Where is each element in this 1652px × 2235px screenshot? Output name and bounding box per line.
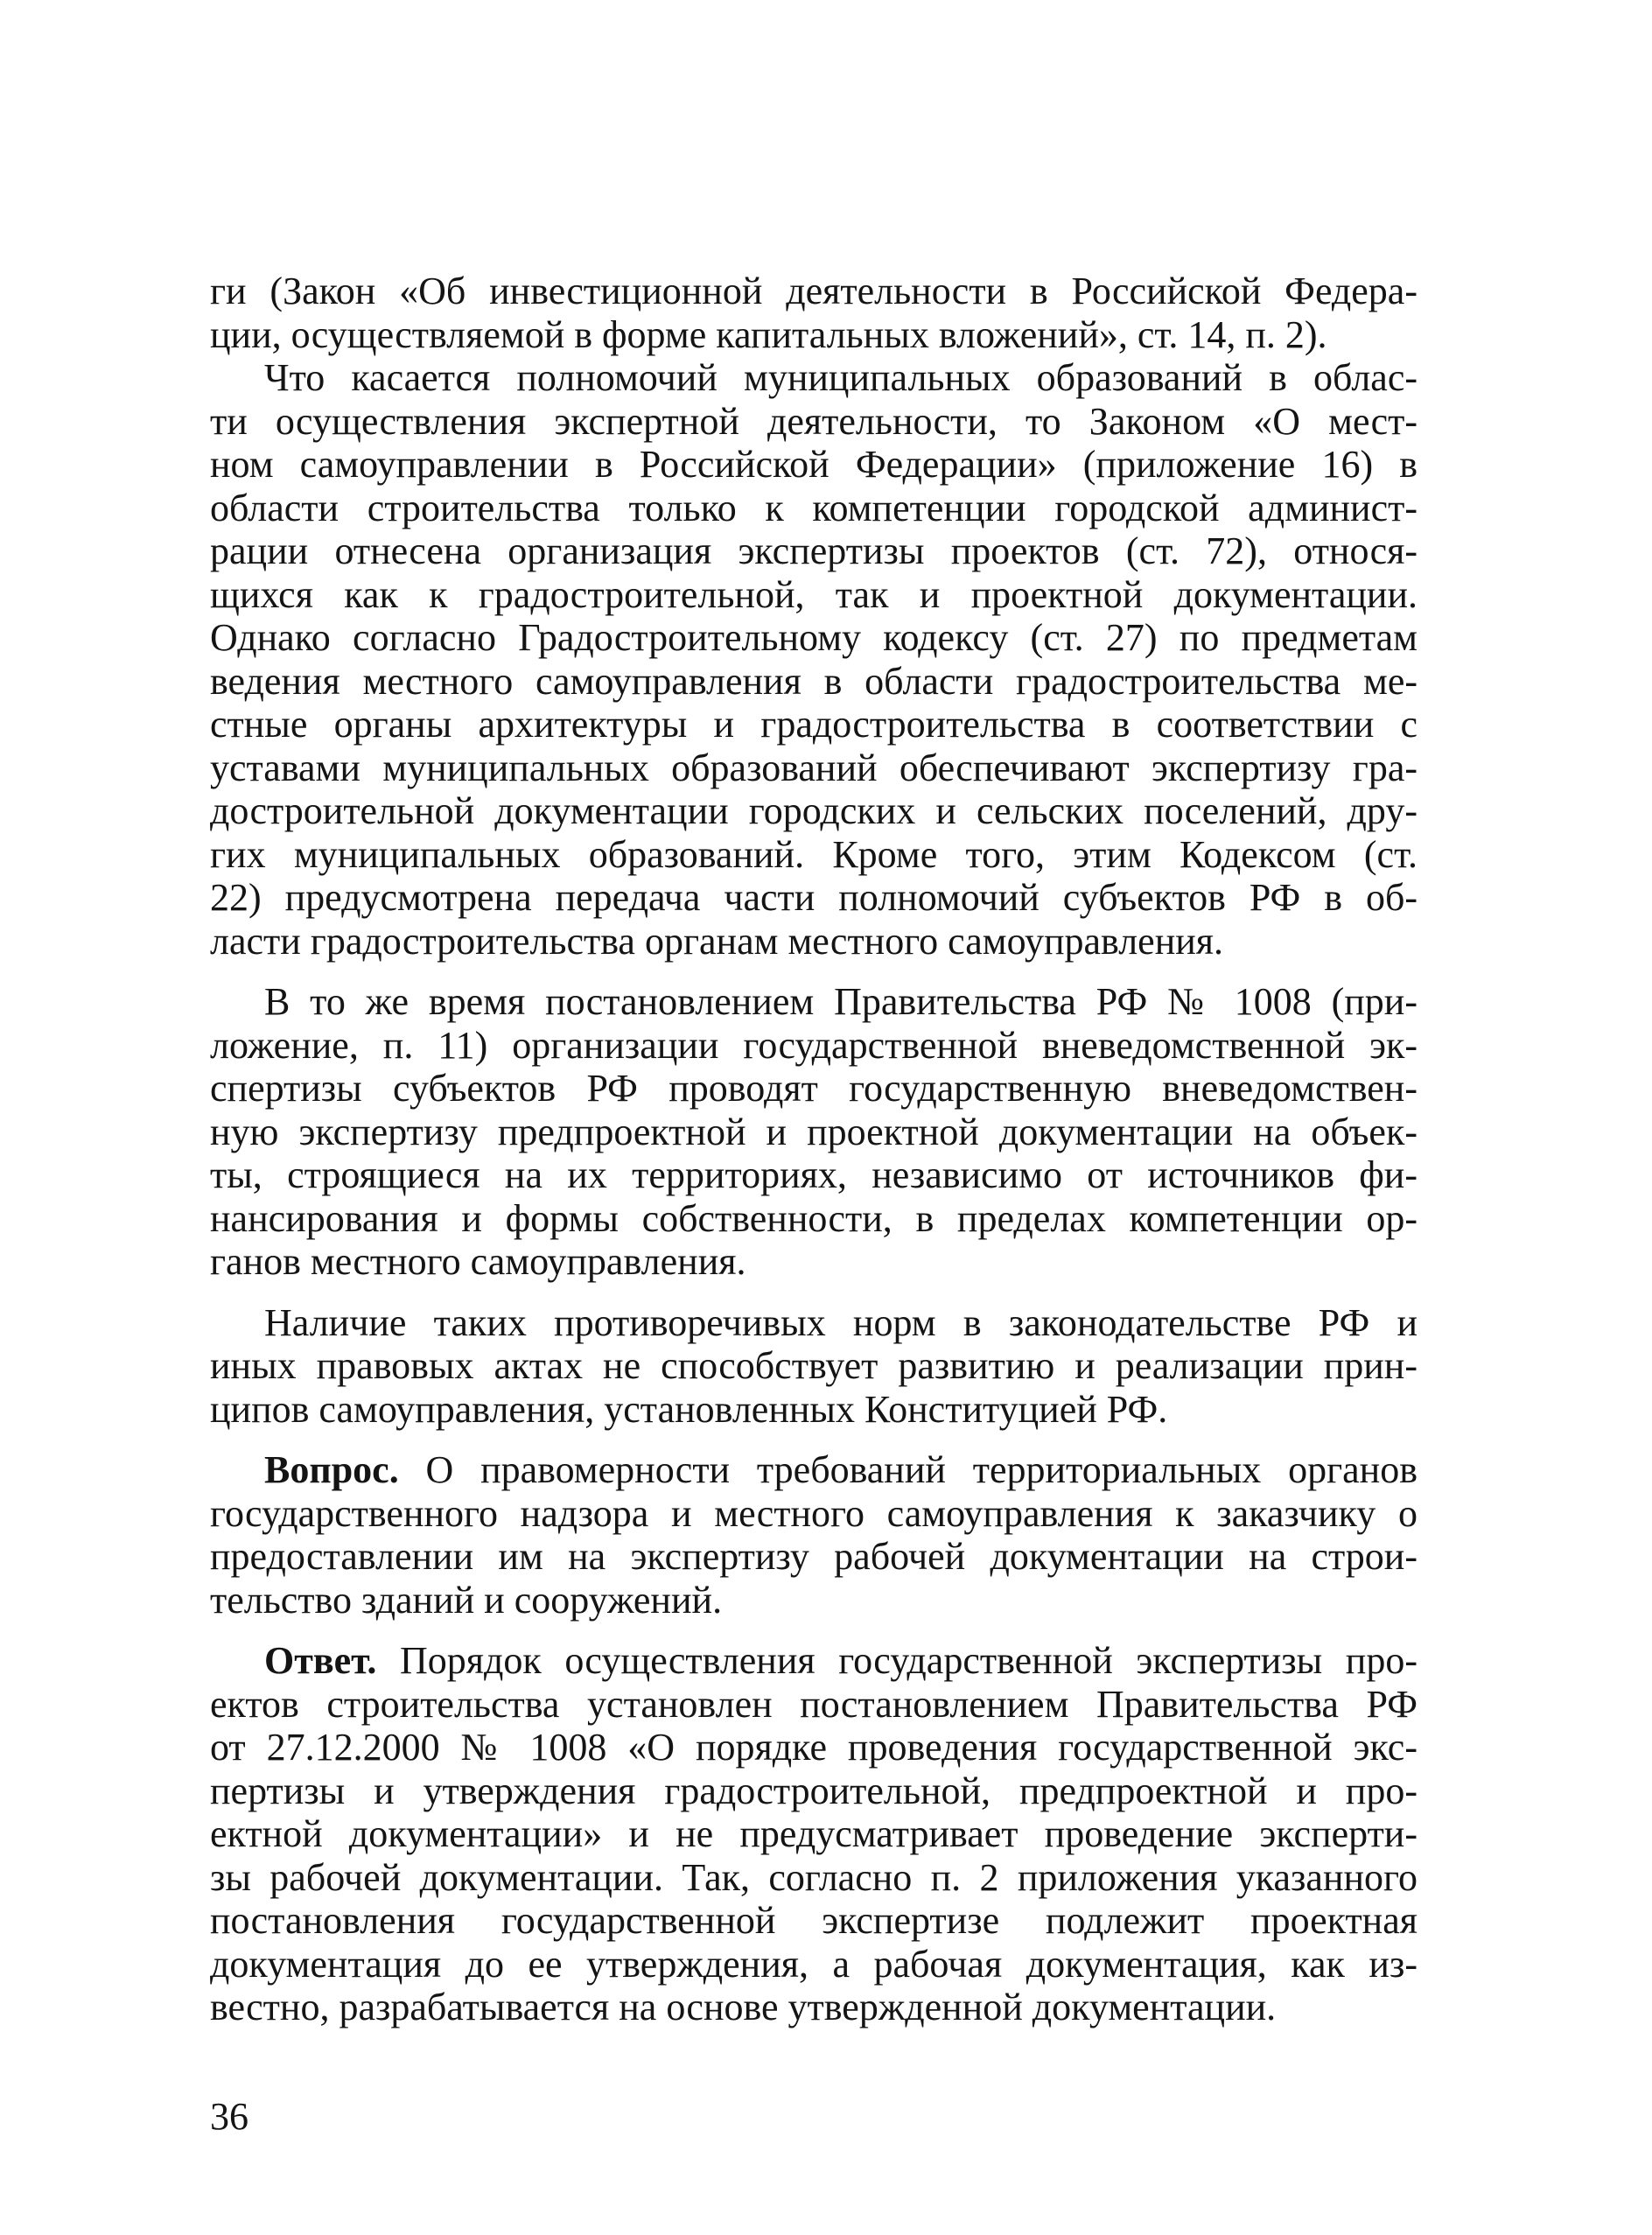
text-line: ектов строительства установлен постановлением Правительства РФ (210, 1682, 1418, 1726)
text-line: ном самоуправлении в Российской Федерации» (приложение 16) в (210, 443, 1418, 486)
text-line: стные органы архитектуры и градостроительства в соответствии с (210, 703, 1418, 746)
text-line (210, 1639, 1418, 1683)
paragraph-municipal-powers (210, 356, 1418, 963)
text-line: щихся как к градостроительной, так и проектной документации. (210, 572, 1418, 616)
text-line: ты, строящиеся на их территориях, независимо от источников фи- (210, 1153, 1418, 1196)
question-label: Вопрос. (264, 1448, 399, 1491)
text-line: рации отнесена организация экспертизы проектов (ст. 72), относя- (210, 529, 1418, 572)
text-line: ведения местного самоуправления в области градостроительства ме- (210, 659, 1418, 703)
text-line: спертизы субъектов РФ проводят государственную вневедомствен- (210, 1067, 1418, 1110)
text-line: ти осуществления экспертной деятельности, то Законом «О мест- (210, 399, 1418, 443)
text-line: постановления государственной экспертизе подлежит проектная (210, 1899, 1418, 1942)
paragraph-gap (210, 1431, 1418, 1448)
text-line: зы рабочей документации. Так, согласно п. 2 приложения указанного (210, 1855, 1418, 1899)
text-line: ги (Закон «Об инвестиционной деятельности в Российской Федера- (210, 270, 1418, 312)
text-line: вестно, разрабатывается на основе утвержденной документации. (210, 1986, 1277, 2028)
text-line: достроительной документации городских и сельских поселений, дру- (210, 789, 1418, 832)
paragraph-continuation (210, 270, 1418, 356)
text-line: от 27.12.2000 № 1008 «О порядке проведения государственной экс- (210, 1726, 1418, 1769)
text-line: документация до ее утверждения, а рабочая документация, как из- (210, 1942, 1418, 1986)
text-line: предоставлении им на экспертизу рабочей документации на строи- (210, 1535, 1418, 1578)
text-line: Наличие таких противоречивых норм в законодательстве РФ и (264, 1300, 1418, 1344)
text-line: государственного надзора и местного самоуправления к заказчику о (210, 1491, 1418, 1535)
text-line: области строительства только к компетенции городской админист- (210, 486, 1418, 529)
question-text: О правомерности требований территориальных органов (398, 1448, 1418, 1491)
text-line: ганов местного самоуправления. (210, 1240, 746, 1283)
text-line: ную экспертизу предпроектной и проектной документации на объек- (210, 1110, 1418, 1153)
page-number: 36 (210, 2095, 248, 2138)
text-line: В то же время постановлением Правительства РФ № 1008 (при- (264, 980, 1418, 1023)
text-line: гих муниципальных образований. Кроме того, этим Кодексом (ст. (210, 832, 1418, 876)
paragraph-answer (210, 1639, 1418, 2029)
text-line: пертизы и утверждения градостроительной, предпроектной и про- (210, 1769, 1418, 1812)
text-line: Что касается полномочий муниципальных образований в облас- (264, 356, 1418, 399)
text-line: ектной документации» и не предусматривает проведение эксперти- (210, 1812, 1418, 1855)
text-line: иных правовых актах не способствует развитию и реализации прин- (210, 1344, 1418, 1387)
text-line: ложение, п. 11) организации государственной вневедомственной эк- (210, 1023, 1418, 1067)
paragraph-gap (210, 1284, 1418, 1301)
text-line: уставами муниципальных образований обеспечивают экспертизу гра- (210, 746, 1418, 789)
text-line: нансирования и формы собственности, в пределах компетенции ор- (210, 1196, 1418, 1240)
paragraph-gap (210, 963, 1418, 980)
text-line: 22) предусмотрена передача части полномочий субъектов РФ в об- (210, 876, 1418, 919)
paragraph-government-decree (210, 980, 1418, 1284)
text-line: ции, осуществляемой в форме капитальных вложений», ст. 14, п. 2). (210, 312, 1327, 356)
text-line: тельство зданий и сооружений. (210, 1578, 723, 1622)
text-line: Однако согласно Градостроительному кодексу (ст. 27) по предметам (210, 616, 1418, 659)
text-line: ципов самоуправления, установленных Конституцией РФ. (210, 1387, 1168, 1431)
answer-label: Ответ. (264, 1639, 377, 1682)
paragraph-gap (210, 1622, 1418, 1639)
text-line: ласти градостроительства органам местного самоуправления. (210, 919, 1224, 963)
text-line (210, 1448, 1418, 1492)
paragraph-question (210, 1448, 1418, 1622)
page-body (210, 270, 1418, 2029)
answer-text: Порядок осуществления государственной экспертизы про- (376, 1639, 1418, 1682)
paragraph-contradictions (210, 1301, 1418, 1432)
